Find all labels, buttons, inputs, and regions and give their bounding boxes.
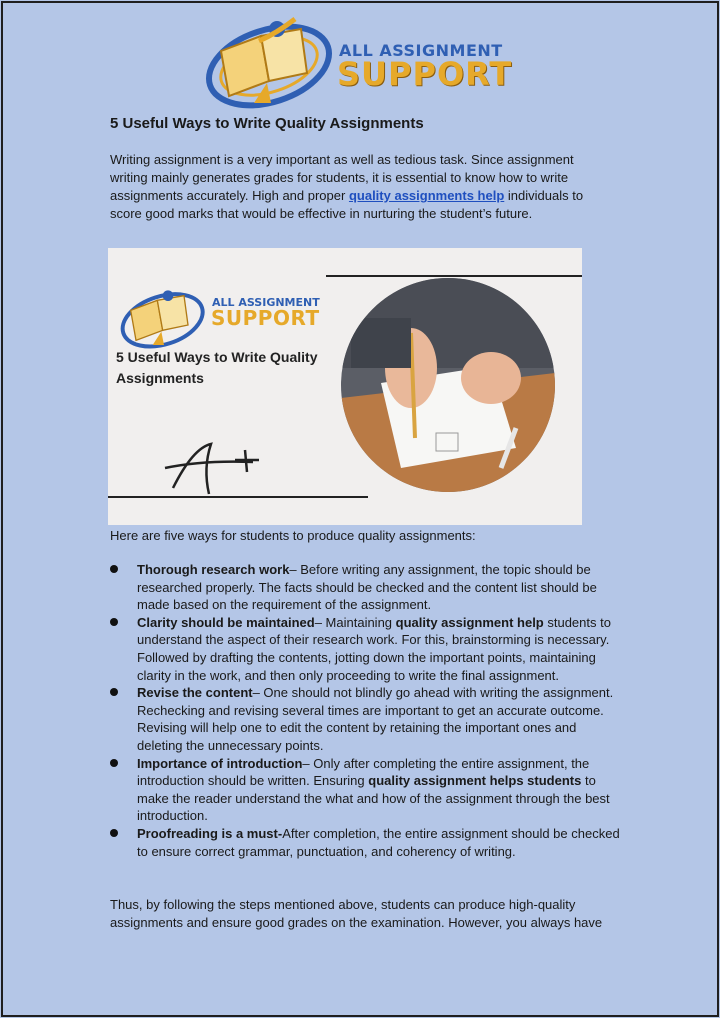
list-item-bold-phrase: quality assignment helps students bbox=[368, 773, 582, 789]
book-logo-icon bbox=[199, 11, 334, 111]
intro-text-1: Writing assignment is a very important as well as tedious task. Since assignment writing mainly generates grades for students, it is essential to know how to write assignments accurately. High and proper bbox=[110, 152, 574, 203]
list-item bbox=[110, 755, 620, 825]
banner-logo-text-bottom: SUPPORT bbox=[211, 306, 320, 330]
writing-hands-photo bbox=[341, 278, 555, 492]
list-item-heading: Proofreading is a must- bbox=[137, 825, 283, 841]
banner-logo bbox=[116, 282, 336, 352]
list-item-text: – Only after completing the entire assignment, the introduction should be written. Ensuring bbox=[137, 755, 590, 789]
list-item-heading: Thorough research work bbox=[137, 562, 290, 577]
list-item-text: students to understand the aspect of their research work. For this, brainstorming is necessary. Followed by drafting the contents, jotting down the important points, maintaining clarity in the work, and then only proceeding to write the final assignment. bbox=[137, 614, 611, 683]
logo-text-top: ALL ASSIGNMENT bbox=[339, 41, 503, 60]
intro-text-2: individuals to score good marks that would be effective in nurturing the student’s future. bbox=[110, 188, 584, 221]
closing-paragraph: Thus, by following the steps mentioned above, students can produce high-quality assignments and ensure good grades on the examination. However, you always have bbox=[110, 897, 603, 930]
list-item bbox=[110, 561, 620, 614]
brand-logo bbox=[199, 11, 529, 111]
banner-title: 5 Useful Ways to Write Quality Assignments bbox=[116, 349, 318, 386]
logo-text-bottom: SUPPORT bbox=[337, 55, 513, 93]
list-item bbox=[110, 684, 620, 754]
list-item-bold-phrase: quality assignment help bbox=[395, 614, 544, 630]
list-item-heading: Importance of introduction bbox=[137, 755, 303, 771]
list-item-text: – Before writing any assignment, the topic should be researched properly. The facts should be checked and the content list should be made based on the requirement of the assignment. bbox=[137, 562, 597, 613]
banner-divider-top bbox=[326, 275, 582, 277]
a-plus-grade-mark bbox=[163, 438, 273, 498]
quality-assignments-help-link[interactable]: quality assignments help bbox=[348, 188, 505, 203]
bullet-icon bbox=[110, 759, 118, 767]
list-item-heading: Clarity should be maintained bbox=[137, 614, 315, 630]
list-item-text: to make the reader understand the what and how of the assignment through the best introduction. bbox=[137, 773, 610, 824]
list-item bbox=[110, 614, 620, 684]
banner-book-logo-icon bbox=[116, 282, 206, 352]
article-banner-image bbox=[108, 248, 582, 525]
list-intro: Here are five ways for students to produce quality assignments: bbox=[110, 528, 476, 543]
bullet-icon bbox=[110, 565, 118, 573]
bullet-icon bbox=[110, 618, 118, 626]
list-item-text: After completion, the entire assignment should be checked to ensure correct grammar, punctuation, and coherency of writing. bbox=[137, 825, 620, 859]
list-item-text: – Maintaining bbox=[314, 614, 396, 630]
intro-paragraph bbox=[110, 151, 610, 223]
bullet-icon bbox=[110, 688, 118, 696]
document-page bbox=[1, 1, 719, 1017]
article-title: 5 Useful Ways to Write Quality Assignments bbox=[110, 115, 424, 132]
bullet-icon bbox=[110, 829, 118, 837]
tips-list bbox=[110, 561, 620, 860]
banner-divider-bottom bbox=[108, 496, 368, 498]
list-item-text: – One should not blindly go ahead with writing the assignment. Rechecking and revising several times are important to get an accurate outcome. Revising will help one to edit the content by retaining the important ones and deleting the unnecessary points. bbox=[137, 685, 614, 753]
banner-logo-text-top: ALL ASSIGNMENT bbox=[212, 296, 320, 309]
list-item bbox=[110, 825, 620, 860]
list-item-heading: Revise the content bbox=[137, 685, 253, 701]
